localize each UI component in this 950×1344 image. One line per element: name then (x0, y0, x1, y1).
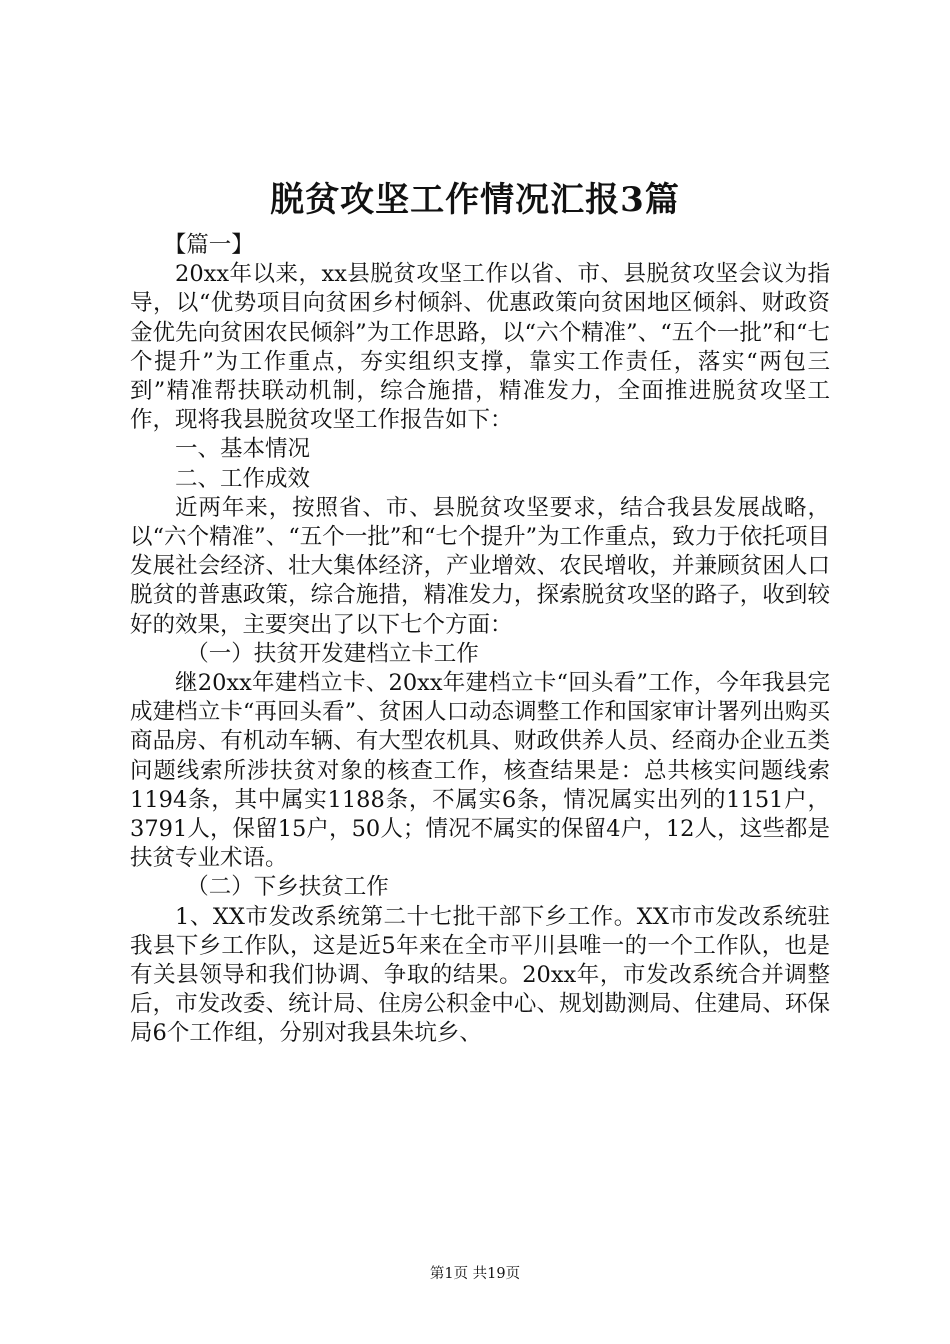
page-footer: 第1页 共19页 (429, 1266, 521, 1282)
heading-basic-situation: 一、基本情况 (175, 436, 311, 463)
paragraph-filing: 继20xx年建档立卡、20xx年建档立卡“回头看”工作，今年我县完成建档立卡“再回头看”、贫困人口动态调整工作和国家审计署列出购买商品房、有机动车辆、有大型农机具、财政供养人员、经商办企业五类问题线索所涉扶贫对象的核查工作，核查结果是：总共核实问题线索1194条，其中属实1188条，不属实6条，情况属实出列的1151户，3791人，保留15户，50人；情况不属实的保留4户，12人，这些都是扶贫专业术语。 (130, 670, 830, 872)
document-title: 脱贫攻坚工作情况汇报3篇 (270, 180, 680, 220)
section-tag: 【篇一】 (163, 232, 254, 258)
heading-work-results: 二、工作成效 (175, 465, 311, 492)
paragraph-intro: 20xx年以来，xx县脱贫攻坚工作以省、市、县脱贫攻坚会议为指导，以“优势项目向贫困乡村倾斜、优惠政策向贫困地区倾斜、财政资金优先向贫困农民倾斜”为工作思路，以“六个精准”、“五个一批”和“七个提升”为工作重点，夯实组织支撑，靠实工作责任，落实“两包三到”精准帮扶联动机制，综合施措，精准发力，全面推进脱贫攻坚工作，现将我县脱贫攻坚工作报告如下： (130, 261, 830, 434)
paragraph-countryside: 1、XX市发改系统第二十七批干部下乡工作。XX市市发改系统驻我县下乡工作队，这是近5年来在全市平川县唯一的一个工作队，也是有关县领导和我们协调、争取的结果。20xx年，市发改系统合并调整后，市发改委、统计局、住房公积金中心、规划勘测局、住建局、环保局6个工作组，分别对我县朱坑乡、 (130, 903, 830, 1047)
sub-heading-filing: （一）扶贫开发建档立卡工作 (186, 640, 479, 667)
sub-heading-countryside: （二）下乡扶贫工作 (186, 874, 389, 901)
paragraph-results: 近两年来，按照省、市、县脱贫攻坚要求，结合我县发展战略，以“六个精准”、“五个一批”和“七个提升”为工作重点，致力于依托项目发展社会经济、壮大集体经济，产业增效、农民增收，并兼顾贫困人口脱贫的普惠政策，综合施措，精准发力，探索脱贫攻坚的路子，收到较好的效果，主要突出了以下七个方面： (130, 494, 830, 638)
document-body (130, 231, 830, 1049)
